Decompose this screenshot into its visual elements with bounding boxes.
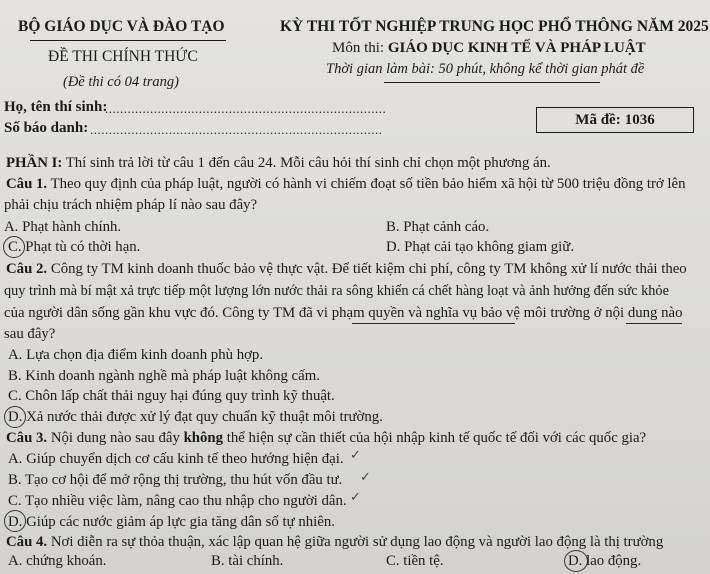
q2-line1 — [6, 261, 687, 278]
candidate-name-field[interactable]: ........................................................................... — [105, 101, 387, 116]
q3-c-check-icon: ✓ — [350, 490, 361, 505]
q4-option-c[interactable]: C. tiền tệ. — [386, 553, 444, 569]
subject-label: Môn thi: — [332, 40, 385, 56]
q3-line1 — [6, 430, 646, 447]
q1-line1 — [6, 176, 686, 193]
q4-answer-circle — [564, 550, 588, 572]
exam-code-box — [536, 107, 694, 133]
official-exam-label: ĐỀ THI CHÍNH THỨC — [48, 48, 198, 65]
q2-text-3: của người dân sống gần khu vực đó. Công ty TM đã vi phạm quyền và nghĩa vụ bảo vệ môi trường ở nội dung nào — [4, 305, 683, 321]
candidate-id-label: Số báo danh: — [4, 120, 89, 136]
q2-text-4: sau đây? — [4, 326, 56, 342]
q2-text-1: Công ty TM kinh doanh thuốc bảo vệ thực vật. Để tiết kiệm chi phí, công ty TM không xử lí nước thải theo — [50, 261, 687, 277]
part1-instruction: Thí sinh trả lời từ câu 1 đến câu 24. Mỗi câu hỏi thí sinh chỉ chọn một phương án. — [65, 155, 551, 171]
q2-option-a[interactable]: A. Lựa chọn địa điểm kinh doanh phù hợp. — [8, 347, 264, 363]
q2-answer-circle — [4, 406, 26, 428]
subject-name: GIÁO DỤC KINH TẾ VÀ PHÁP LUẬT — [387, 40, 646, 56]
q4-option-a[interactable]: A. chứng khoán. — [8, 553, 107, 569]
candidate-id-field[interactable]: .............................................................................. — [90, 122, 383, 137]
q1-option-c[interactable]: C. Phạt tù có thời hạn. — [8, 239, 141, 255]
q2-underline-1 — [352, 323, 515, 324]
q2-label: Câu 2. — [6, 261, 48, 277]
q3-text-emphasis: không — [183, 430, 224, 446]
ministry-name: BỘ GIÁO DỤC VÀ ĐÀO TẠO — [18, 18, 225, 35]
part1-label: PHẦN I: — [6, 155, 63, 171]
exam-code-value: 1036 — [624, 111, 655, 128]
exam-title: KỲ THI TỐT NGHIỆP TRUNG HỌC PHỔ THÔNG NĂM 2025 — [280, 18, 709, 35]
q2-option-b[interactable]: B. Kinh doanh ngành nghề mà pháp luật không cấm. — [8, 368, 320, 384]
q1-answer-circle — [3, 236, 25, 258]
exam-time: Thời gian làm bài: 50 phút, không kể thời gian phát đề — [326, 61, 645, 77]
q3-text-post: thể hiện sự cần thiết của hội nhập kinh tế quốc tế đối với các quốc gia? — [223, 430, 647, 446]
page-count: (Đề thi có 04 trang) — [63, 74, 179, 90]
q2-underline-2 — [626, 323, 682, 324]
q3-option-c[interactable]: C. Tạo nhiều việc làm, nâng cao thu nhập cho người dân. — [8, 493, 347, 509]
ministry-underline — [30, 40, 226, 41]
q4-label: Câu 4. — [6, 534, 48, 550]
q2-option-d[interactable]: D. Xả nước thải được xử lý đạt quy chuẩn kỹ thuật môi trường. — [8, 409, 383, 425]
q1-option-a[interactable]: A. Phạt hành chính. — [4, 219, 122, 235]
part1-line — [6, 155, 551, 172]
q1-option-b[interactable]: B. Phạt cảnh cáo. — [386, 219, 490, 235]
q3-answer-circle — [4, 510, 26, 532]
q1-text-1: Theo quy định của pháp luật, người có hành vi chiếm đoạt số tiền bảo hiểm xã hội từ 500 triệu đồng trở lên — [50, 176, 686, 192]
q3-option-a[interactable]: A. Giúp chuyển dịch cơ cấu kinh tế theo hướng hiện đại. — [8, 451, 344, 467]
q3-label: Câu 3. — [6, 430, 48, 446]
q3-text-pre: Nội dung nào sau đây — [50, 430, 184, 446]
q2-text-2: quy trình mà bí mật xả trực tiếp một lượng lớn nước thải ra sông khiến cá chết hàng loạt và ảnh hưởng đến sức khỏe — [4, 283, 669, 299]
q4-text-1: Nơi diễn ra sự thỏa thuận, xác lập quan hệ giữa người sử dụng lao động và người lao động là thị trường — [50, 534, 664, 550]
q4-option-b[interactable]: B. tài chính. — [211, 553, 284, 569]
q3-b-check-icon: ✓ — [360, 470, 371, 485]
exam-code-label: Mã đề: — [575, 111, 621, 128]
candidate-name-label: Họ, tên thí sinh: — [4, 99, 108, 115]
q3-option-d[interactable]: D. Giúp các nước giảm áp lực gia tăng dân số tự nhiên. — [8, 514, 335, 530]
q4-option-d[interactable]: D. lao động. — [568, 553, 642, 569]
q4-line1 — [6, 534, 663, 551]
q1-label: Câu 1. — [6, 176, 48, 192]
q1-option-d[interactable]: D. Phạt cải tạo không giam giữ. — [386, 239, 575, 255]
q1-text-2: phải chịu trách nhiệm pháp lí nào sau đây? — [4, 197, 258, 213]
q3-option-b[interactable]: B. Tạo cơ hội để mở rộng thị trường, thu hút vốn đầu tư. — [8, 472, 343, 488]
time-underline — [384, 82, 600, 83]
q2-option-c[interactable]: C. Chôn lấp chất thải nguy hại đúng quy trình kỹ thuật. — [8, 388, 335, 404]
subject-line — [332, 40, 646, 57]
q3-a-check-icon: ✓ — [350, 448, 361, 463]
